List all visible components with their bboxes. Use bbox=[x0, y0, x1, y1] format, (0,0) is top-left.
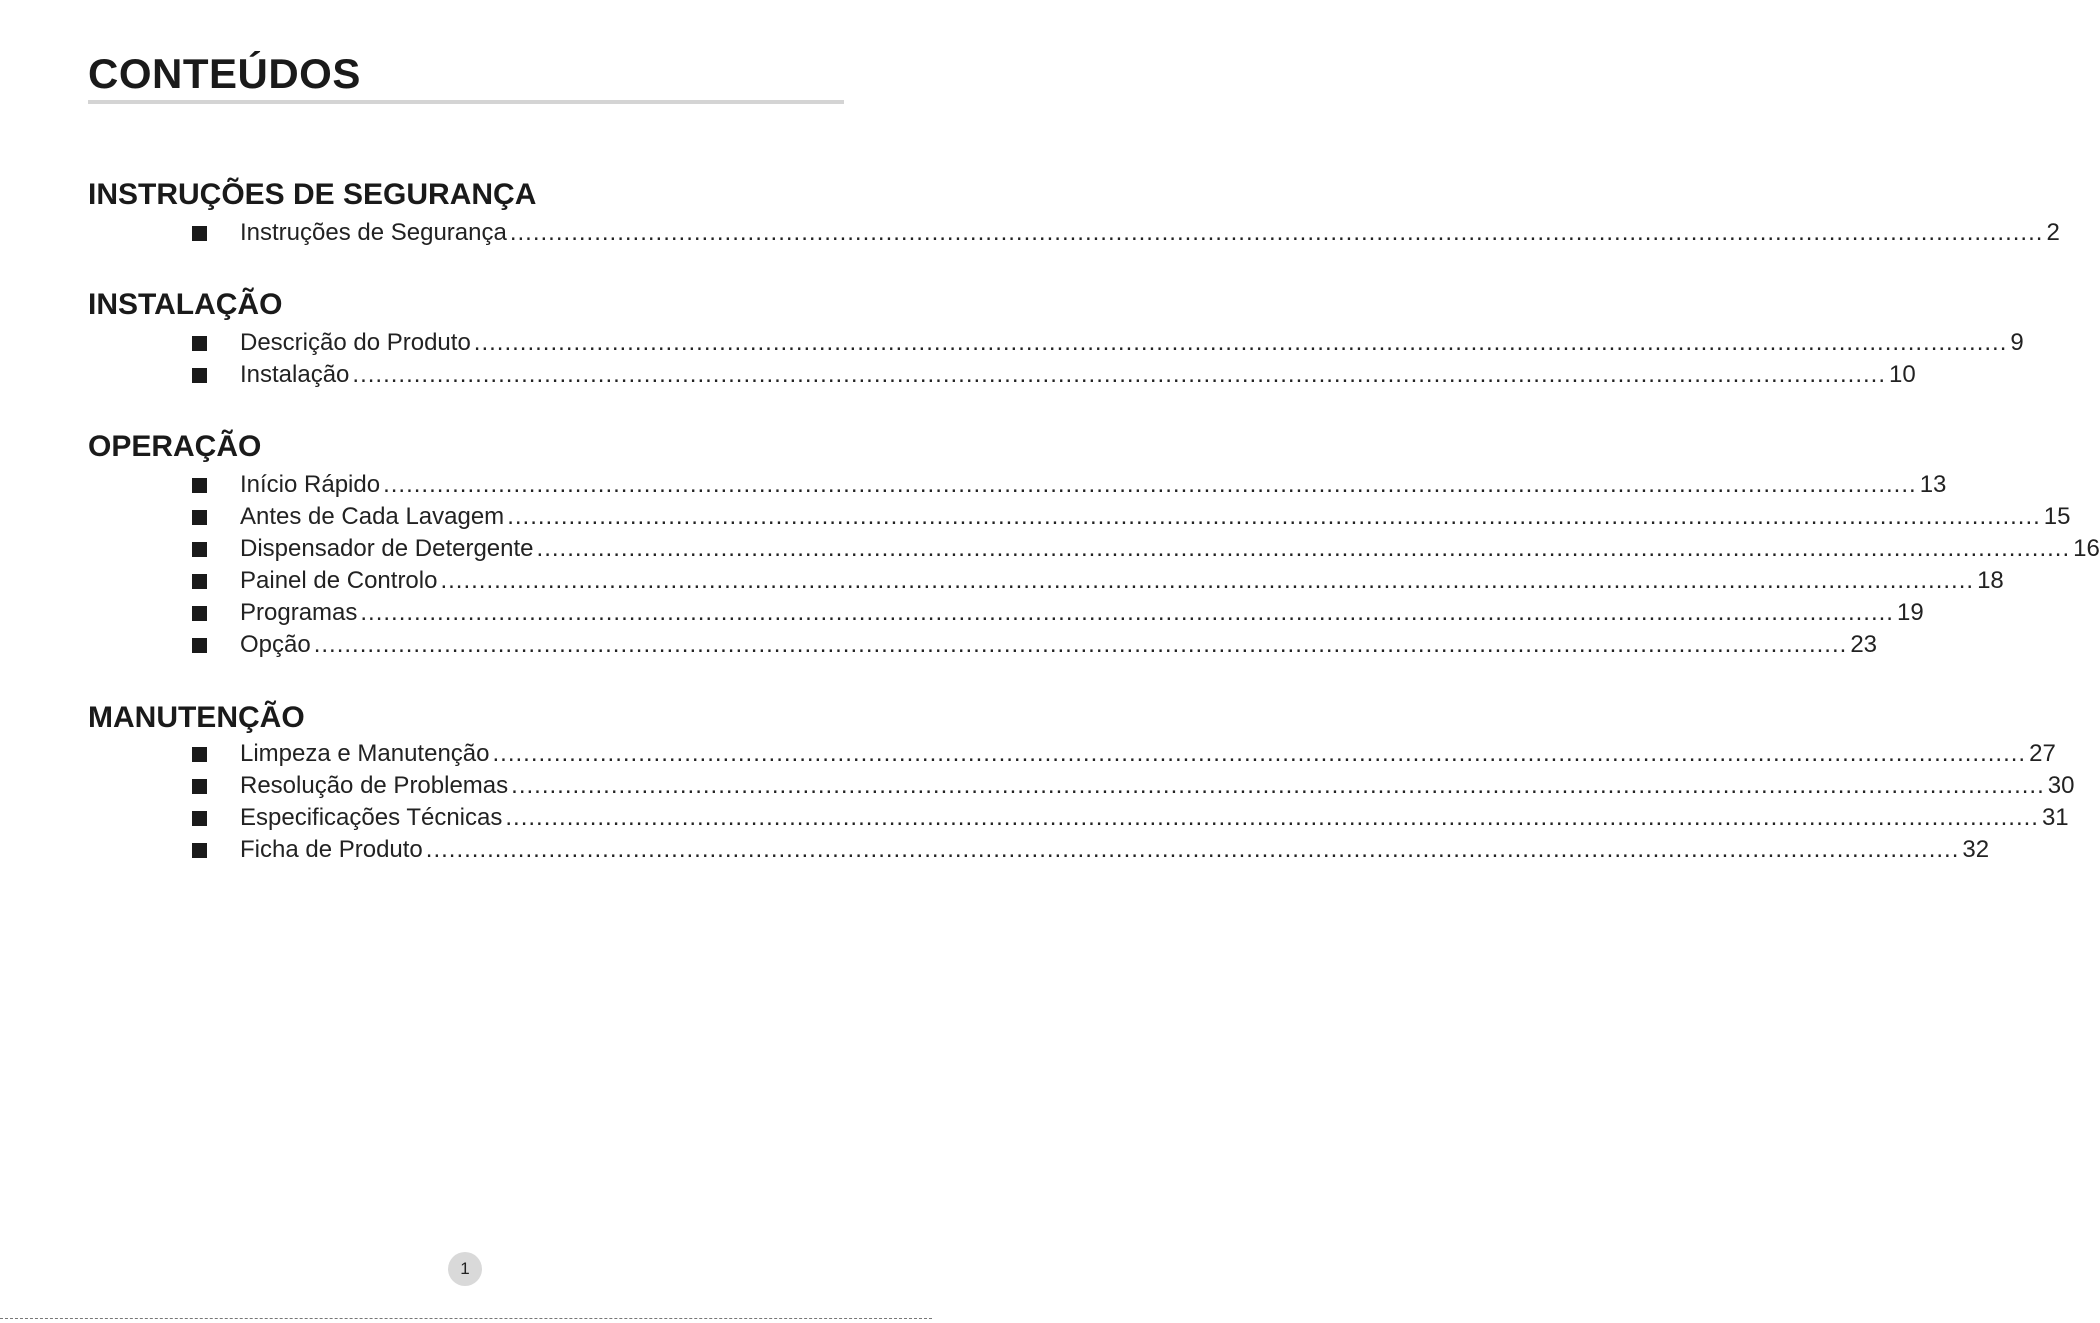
toc-entry[interactable] bbox=[192, 535, 2100, 563]
toc-entry[interactable] bbox=[192, 836, 1990, 864]
square-bullet-icon bbox=[192, 542, 207, 557]
square-bullet-icon bbox=[192, 638, 207, 653]
toc-entry-label: Programas bbox=[240, 599, 358, 626]
dot-leader: ........................................................................................................................................................................................................ bbox=[313, 631, 1848, 658]
toc-entry-page: 9 bbox=[2010, 329, 2024, 356]
square-bullet-icon bbox=[192, 226, 207, 241]
title-divider bbox=[88, 100, 844, 104]
toc-entry-label: Antes de Cada Lavagem bbox=[240, 503, 505, 530]
toc-entry-page: 32 bbox=[1962, 836, 1990, 863]
toc-entry-label: Resolução de Problemas bbox=[240, 772, 509, 799]
toc-entry-page: 16 bbox=[2073, 535, 2100, 562]
section-heading-safety: INSTRUÇÕES DE SEGURANÇA bbox=[88, 178, 537, 211]
toc-entry-label: Descrição do Produto bbox=[240, 329, 471, 356]
dot-leader: ........................................................................................................................................................................................................ bbox=[507, 503, 2041, 530]
toc-entry-label: Opção bbox=[240, 631, 311, 658]
section-heading-maintenance: MANUTENÇÃO bbox=[88, 701, 305, 734]
square-bullet-icon bbox=[192, 336, 207, 351]
toc-entry[interactable] bbox=[192, 329, 2024, 357]
section-heading-operation: OPERAÇÃO bbox=[88, 430, 262, 463]
page-number-badge: 1 bbox=[448, 1252, 482, 1286]
dot-leader: ........................................................................................................................................................................................................ bbox=[505, 804, 2039, 831]
page-title: CONTEÚDOS bbox=[88, 50, 361, 97]
toc-entry-page: 30 bbox=[2047, 772, 2075, 799]
toc-entry-label: Ficha de Produto bbox=[240, 836, 423, 863]
toc-entry[interactable] bbox=[192, 740, 2056, 768]
toc-entry[interactable] bbox=[192, 503, 2071, 531]
square-bullet-icon bbox=[192, 478, 207, 493]
dot-leader: ........................................................................................................................................................................................................ bbox=[440, 567, 1975, 594]
toc-entry[interactable] bbox=[192, 631, 1878, 659]
toc-entry-page: 27 bbox=[2029, 740, 2056, 767]
toc-entry-page: 31 bbox=[2041, 804, 2069, 831]
toc-entry[interactable] bbox=[192, 471, 1947, 499]
toc-entry-page: 2 bbox=[2046, 219, 2060, 246]
toc-entry-label: Painel de Controlo bbox=[240, 567, 438, 594]
toc-entry-label: Instruções de Segurança bbox=[240, 219, 507, 246]
toc-entry-page: 10 bbox=[1889, 361, 1916, 388]
toc-entry[interactable] bbox=[192, 219, 2060, 247]
toc-entry-page: 13 bbox=[1919, 471, 1947, 498]
toc-entry-page: 23 bbox=[1850, 631, 1878, 658]
toc-entry-label: Dispensador de Detergente bbox=[240, 535, 534, 562]
toc-entry-page: 19 bbox=[1896, 599, 1924, 626]
page-bottom-divider bbox=[0, 1318, 932, 1319]
toc-entry-label: Instalação bbox=[240, 361, 350, 388]
dot-leader: ........................................................................................................................................................................................................ bbox=[473, 329, 2008, 356]
dot-leader: ........................................................................................................................................................................................................ bbox=[511, 772, 2045, 799]
toc-entry[interactable] bbox=[192, 804, 2069, 832]
toc-entry[interactable] bbox=[192, 772, 2075, 800]
square-bullet-icon bbox=[192, 368, 207, 383]
toc-entry[interactable] bbox=[192, 599, 1924, 627]
dot-leader: ........................................................................................................................................................................................................ bbox=[360, 599, 1894, 626]
toc-entry-label: Início Rápido bbox=[240, 471, 381, 498]
toc-entry-label: Especificações Técnicas bbox=[240, 804, 503, 831]
dot-leader: ........................................................................................................................................................................................................ bbox=[536, 535, 2071, 562]
square-bullet-icon bbox=[192, 811, 207, 826]
square-bullet-icon bbox=[192, 779, 207, 794]
toc-entry[interactable] bbox=[192, 567, 2004, 595]
dot-leader: ........................................................................................................................................................................................................ bbox=[383, 471, 1917, 498]
dot-leader: ........................................................................................................................................................................................................ bbox=[509, 219, 2044, 246]
toc-entry-page: 15 bbox=[2043, 503, 2071, 530]
square-bullet-icon bbox=[192, 747, 207, 762]
dot-leader: ........................................................................................................................................................................................................ bbox=[425, 836, 1960, 863]
dot-leader: ........................................................................................................................................................................................................ bbox=[352, 361, 1886, 388]
square-bullet-icon bbox=[192, 574, 207, 589]
square-bullet-icon bbox=[192, 843, 207, 858]
section-heading-installation: INSTALAÇÃO bbox=[88, 288, 283, 321]
square-bullet-icon bbox=[192, 606, 207, 621]
toc-entry-page: 18 bbox=[1977, 567, 2004, 594]
square-bullet-icon bbox=[192, 510, 207, 525]
toc-entry-label: Limpeza e Manutenção bbox=[240, 740, 490, 767]
toc-entry[interactable] bbox=[192, 361, 1916, 389]
dot-leader: ........................................................................................................................................................................................................ bbox=[492, 740, 2027, 767]
